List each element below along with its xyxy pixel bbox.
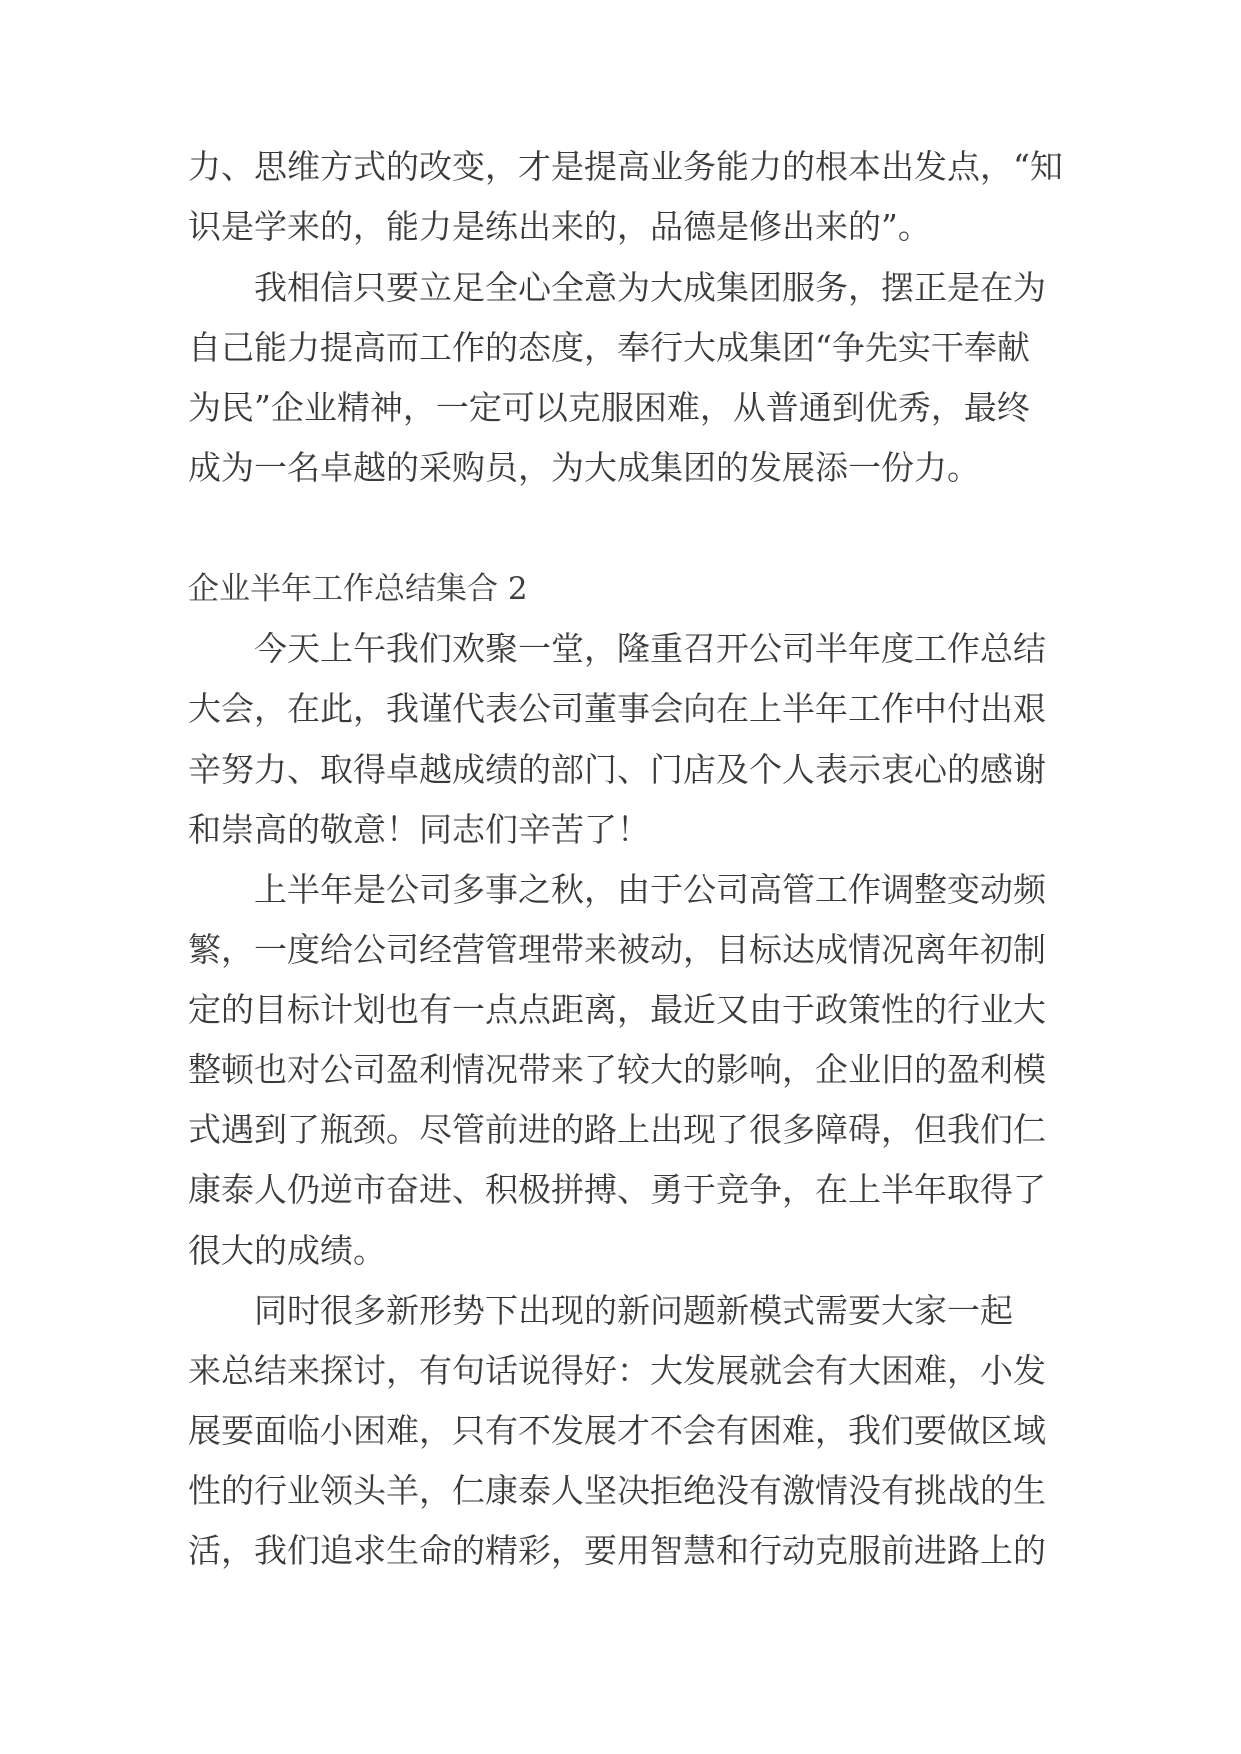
paragraph-first-line: 我相信只要立足全心全意为大成集团服务，摆正是在为 <box>254 268 1046 307</box>
text-line: 大会，在此，我谨代表公司董事会向在上半年工作中付出艰 <box>188 689 1046 728</box>
text-line: 成为一名卓越的采购员，为大成集团的发展添一份力。 <box>188 448 980 487</box>
paragraph-first-line: 上半年是公司多事之秋，由于公司高管工作调整变动频 <box>254 870 1046 909</box>
text-line: 很大的成绩。 <box>188 1231 386 1270</box>
text-line: 活，我们追求生命的精彩，要用智慧和行动克服前进路上的 <box>188 1531 1046 1570</box>
text-line: 式遇到了瓶颈。尽管前进的路上出现了很多障碍，但我们仁 <box>188 1110 1046 1149</box>
text-line: 辛努力、取得卓越成绩的部门、门店及个人表示衷心的感谢 <box>188 750 1046 789</box>
text-line: 识是学来的，能力是练出来的，品德是修出来的”。 <box>188 207 931 246</box>
text-line: 展要面临小困难，只有不发展才不会有困难，我们要做区域 <box>188 1411 1046 1450</box>
text-line: 性的行业领头羊，仁康泰人坚决拒绝没有激情没有挑战的生 <box>188 1471 1046 1510</box>
text-line: 康泰人仍逆市奋进、积极拼搏、勇于竞争，在上半年取得了 <box>188 1170 1046 1209</box>
section-title: 企业半年工作总结集合 2 <box>188 571 528 607</box>
text-line: 力、思维方式的改变，才是提高业务能力的根本出发点，“知 <box>188 147 1063 186</box>
text-line: 来总结来探讨，有句话说得好：大发展就会有大困难，小发 <box>188 1351 1046 1390</box>
paragraph-first-line: 同时很多新形势下出现的新问题新模式需要大家一起 <box>254 1291 1013 1330</box>
text-line: 自己能力提高而工作的态度，奉行大成集团“争先实干奉献 <box>188 328 1030 367</box>
text-line: 和崇高的敬意！同志们辛苦了！ <box>188 810 650 849</box>
text-line: 为民”企业精神，一定可以克服困难，从普通到优秀，最终 <box>188 388 1030 427</box>
paragraph-first-line: 今天上午我们欢聚一堂，隆重召开公司半年度工作总结 <box>254 629 1046 668</box>
text-line: 定的目标计划也有一点点距离，最近又由于政策性的行业大 <box>188 990 1046 1029</box>
text-line: 整顿也对公司盈利情况带来了较大的影响，企业旧的盈利模 <box>188 1050 1046 1089</box>
text-line: 繁，一度给公司经营管理带来被动，目标达成情况离年初制 <box>188 930 1046 969</box>
